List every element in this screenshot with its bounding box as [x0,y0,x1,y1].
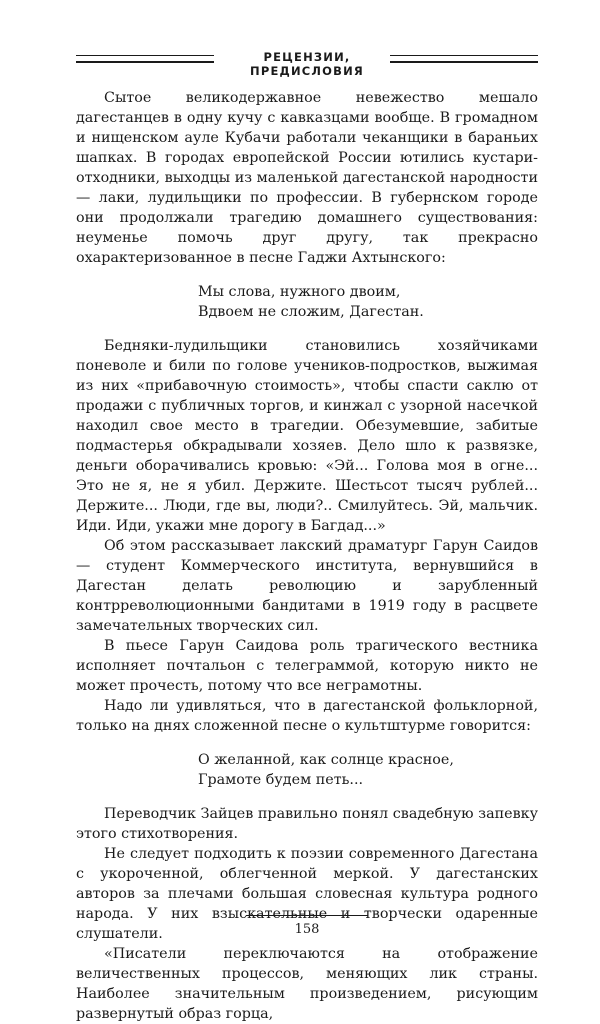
header-rule-right [390,55,538,63]
paragraph: Надо ли удивляться, что в дагестанской фольклорной, только на днях сложенной песне о культштурме говорится: [76,698,538,734]
page-body [76,88,538,1024]
verse-line: О желанной, как солнце красное, [198,752,454,768]
paragraph: Переводчик Зайцев правильно понял свадебную запевку этого стихотворения. [76,806,538,842]
paragraph: Сытое великодержавное невежество мешало дагестанцев в одну кучу с кавказцами вообще. В громадном и нищенском ауле Кубачи работали чеканщики в бараньих шапках. В городах европейской России ютились кустари-отходники, выходцы из маленькой дагестанской народности — лаки, лудильщики по профессии. В губернском городе они продолжали трагедию домашнего существования: неуменье помочь друг другу, так прекрасно охарактеризованное в песне Гаджи Ахтынского: [76,90,538,266]
verse-quote-2 [198,750,538,790]
verse-quote-1 [198,282,538,322]
paragraph: Не следует подходить к поэзии современного Дагестана с укороченной, облегченной меркой. У дагестанских авторов за плечами большая словесная культура родного народа. У них взыскательные и творчески одаренные слушатели. [76,846,538,942]
paragraph: «Писатели переключаются на отображение величественных процессов, меняющих лик страны. Наиболее значительным произведением, рисующим развернутый образ горца, [76,946,538,1022]
paragraph: Об этом рассказывает лакский драматург Гарун Саидов — студент Коммерческого института, вернувшийся в Дагестан делать революцию и зарубленный контрреволюционными бандитами в 1919 году в расцвете замечательных творческих сил. [76,538,538,634]
verse-line: Мы слова, нужного двоим, [198,284,401,300]
page-number: 158 [294,922,320,937]
verse-line: Грамоте будем петь... [198,772,364,788]
header-title: РЕЦЕНЗИИ, ПРЕДИСЛОВИЯ [250,50,364,78]
verse-line: Вдвоем не сложим, Дагестан. [198,304,424,320]
footer-rule [246,915,368,916]
paragraph: В пьесе Гарун Саидова роль трагического вестника исполняет почтальон с телеграммой, которую никто не может прочесть, потому что все неграмотны. [76,638,538,694]
running-header [76,50,538,78]
header-rule-left [76,55,214,63]
paragraph: Бедняки-лудильщики становились хозяйчиками поневоле и били по голове учеников-подростков, выжимая из них «прибавочную стоимость», чтобы спасти саклю от продажи с публичных торгов, и кинжал с узорной насечкой находил свое место в трагедии. Обезумевшие, забитые подмастерья обкрадывали хозяев. Дело шло к развязке, деньги оборачивались кровью: «Эй... Голова моя в огне... Это не я, не я убил. Держите. Шестьсот тысяч рублей... Держите... Люди, где вы, люди?.. Смилуйтесь. Эй, мальчик. Иди. Иди, укажи мне дорогу в Багдад...» [76,338,538,534]
